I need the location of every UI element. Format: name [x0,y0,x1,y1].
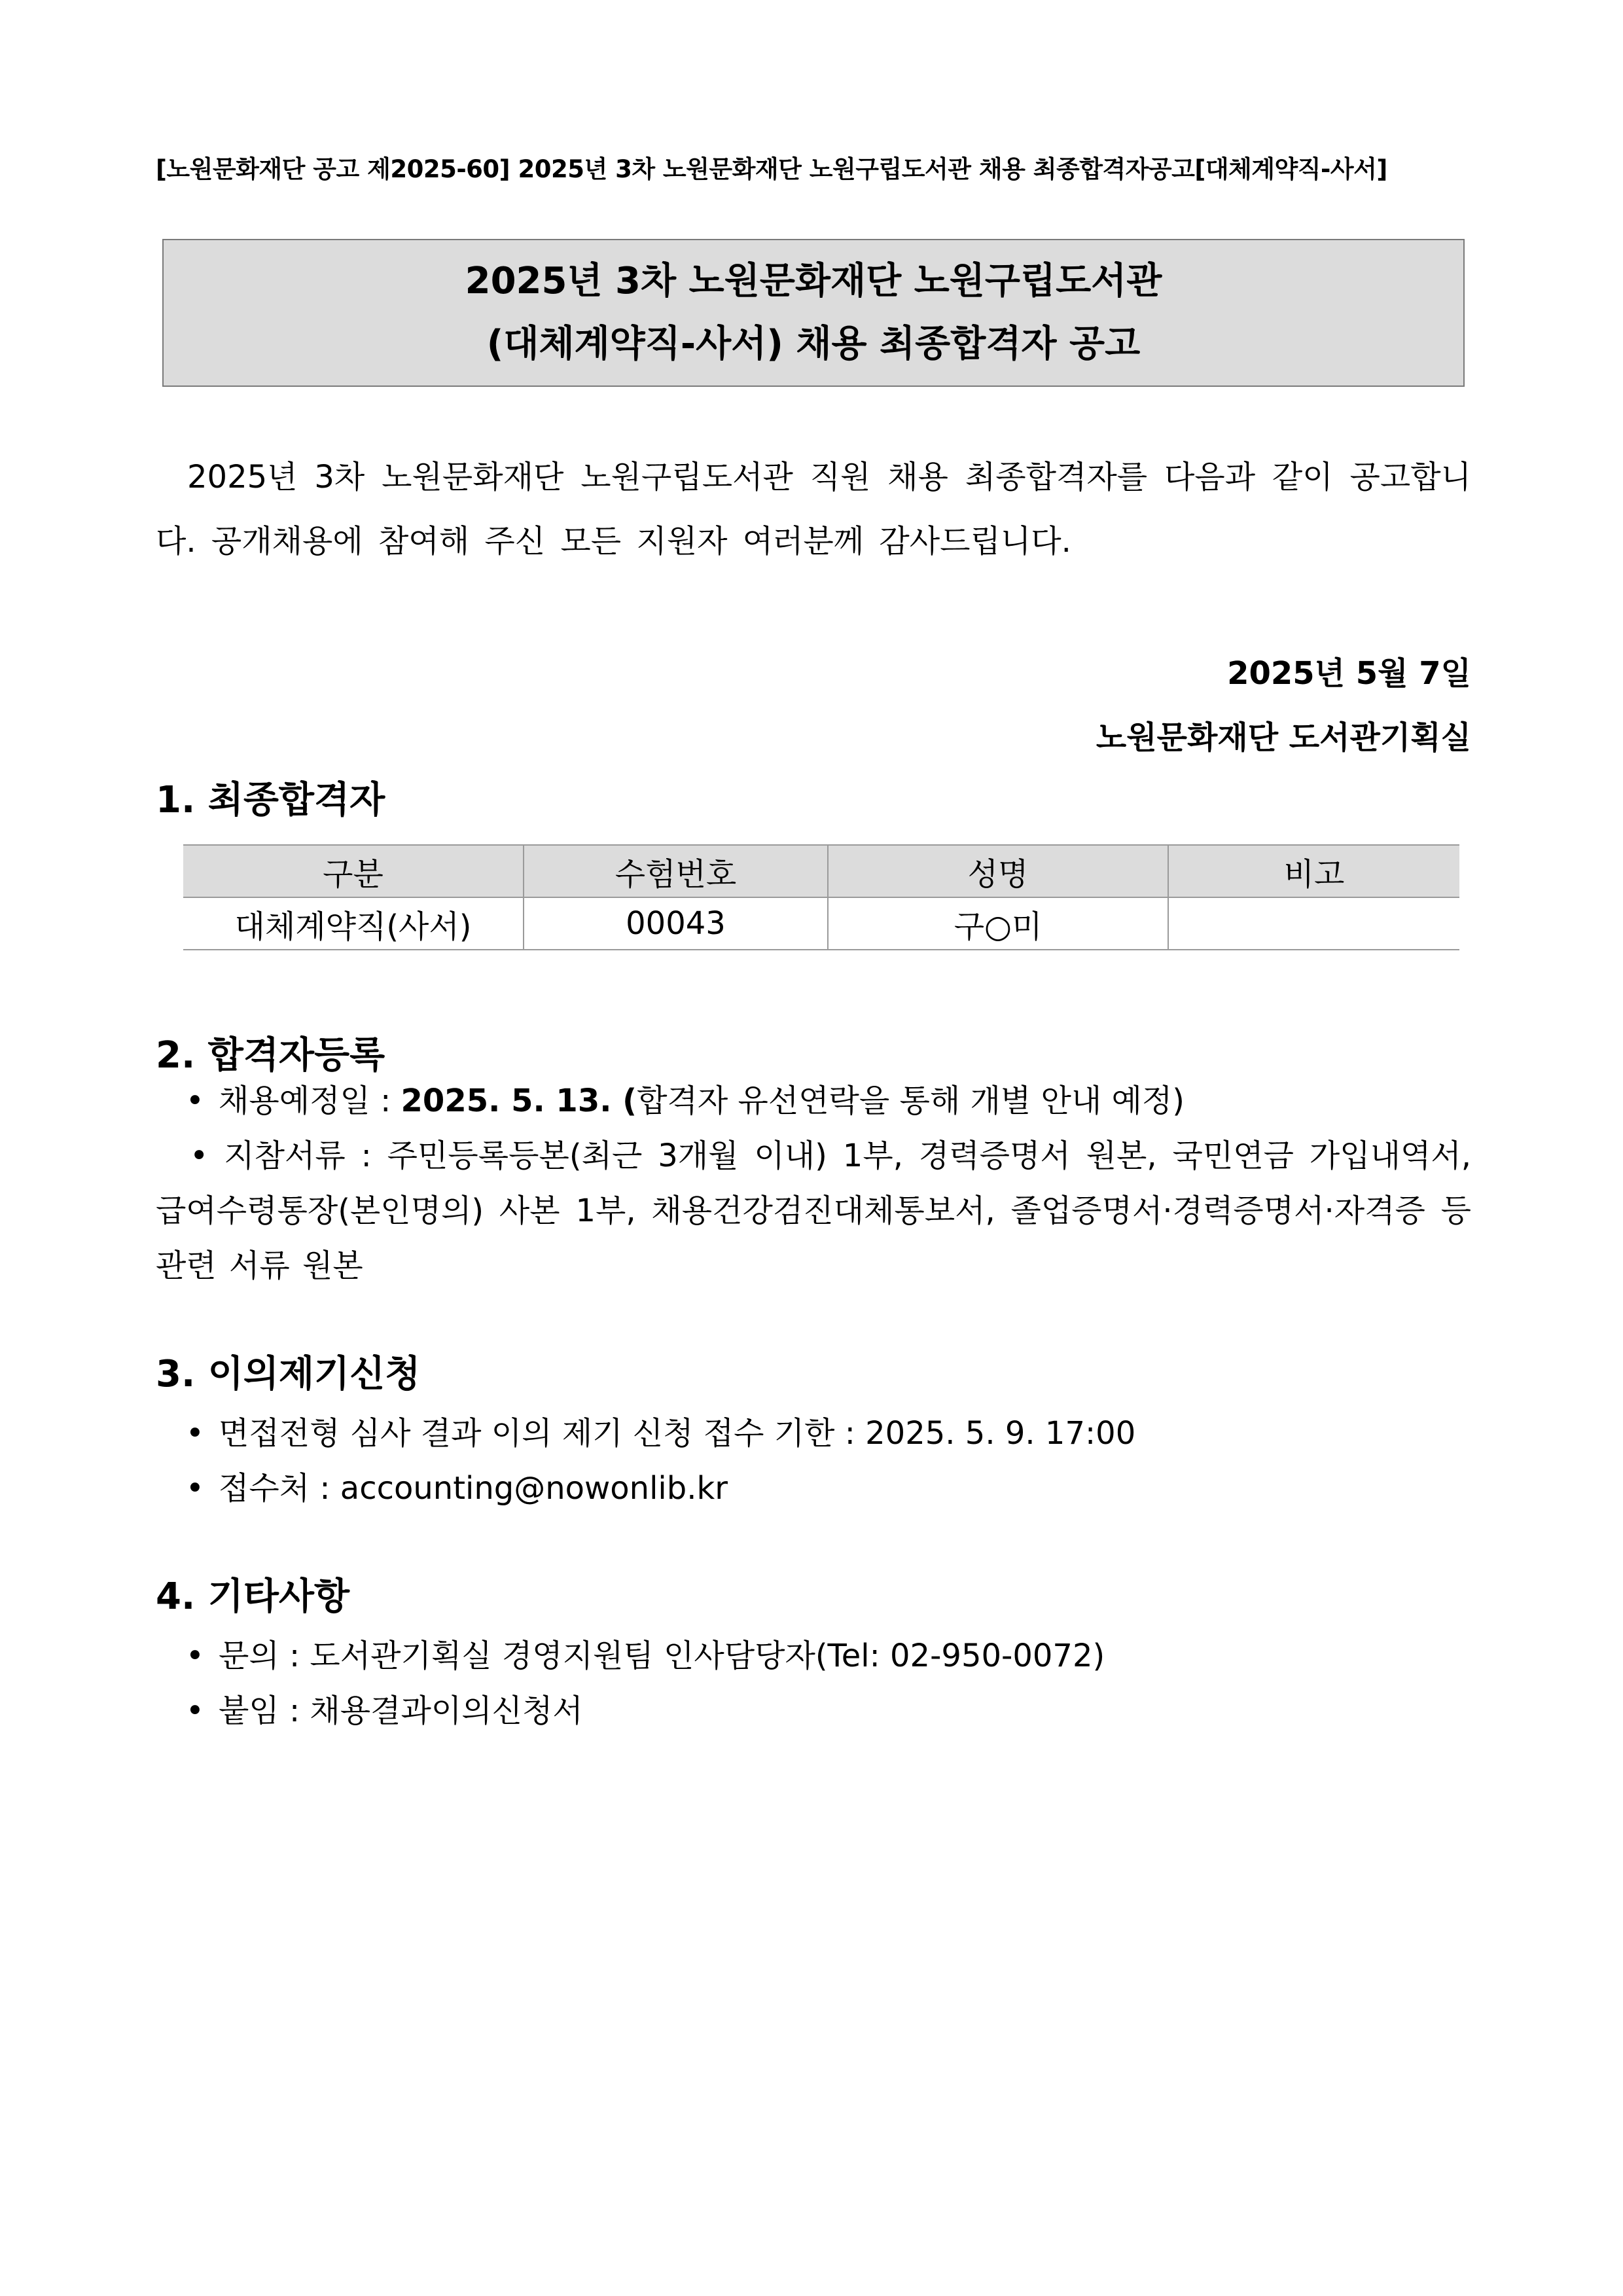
organization-name: 노원문화재단 도서관기획실 [1096,719,1471,756]
table-header-cell: 구분 [183,845,524,897]
start-date-note: 합격자 유선연락을 통해 개별 안내 예정) [637,1083,1185,1119]
notice-date: 2025년 5월 7일 [1227,655,1471,692]
bullet-icon: • [185,1693,204,1729]
title-line-1: 2025년 3차 노원문화재단 노원구립도서관 [465,260,1162,302]
title-box [162,239,1465,387]
documents-text: 지참서류 : 주민등록등본(최근 3개월 이내) 1부, 경력증명서 원본, 국민연금 가입내역서, 급여수령통장(본인명의) 사본 1부, 채용건강검진대체통보서, 졸업증명서·경력증명서·자격증 등 관련 서류 원본 [156,1138,1471,1284]
final-candidates-table [183,844,1459,950]
list-item [156,1406,1471,1461]
list-item [156,1073,1471,1128]
section-4-list [156,1628,1471,1738]
table-header-cell: 비고 [1168,845,1459,897]
section-1-title: 1. 최종합격자 [156,779,385,821]
objection-deadline-text: 면접전형 심사 결과 이의 제기 신청 접수 기한 : 2025. 5. 9. 17:00 [219,1415,1136,1452]
table-header-row [183,845,1459,897]
bullet-icon: • [185,1638,204,1674]
section-2-list [156,1073,1471,1293]
attachment-text: 붙임 : 채용결과이의신청서 [219,1693,583,1729]
table-row [183,897,1459,950]
bullet-icon: • [185,1415,204,1452]
table-cell-exam-number: 00043 [524,897,828,950]
section-2-title: 2. 합격자등록 [156,1034,385,1077]
inquiry-text: 문의 : 도서관기획실 경영지원팀 인사담당자(Tel: 02-950-0072) [219,1638,1105,1674]
bullet-icon: • [190,1138,209,1174]
title-line-2: (대체계약직-사서) 채용 최종합격자 공고 [486,323,1141,365]
section-3-title: 3. 이의제기신청 [156,1353,421,1395]
section-4-title: 4. 기타사항 [156,1575,350,1618]
intro-paragraph [156,445,1471,573]
bullet-icon: • [185,1083,204,1119]
list-item [156,1128,1471,1293]
bullet-icon: • [185,1470,204,1507]
intro-text: 2025년 3차 노원문화재단 노원구립도서관 직원 채용 최종합격자를 다음과 같이 공고합니다. 공개채용에 참여해 주신 모든 지원자 여러분께 감사드립니다. [156,459,1471,560]
list-item [156,1628,1471,1683]
list-item [156,1683,1471,1738]
table-cell-name: 구○미 [828,897,1168,950]
table-header-cell: 수험번호 [524,845,828,897]
objection-contact-text: 접수처 : accounting@nowonlib.kr [219,1470,728,1507]
notice-header: [노원문화재단 공고 제2025-60] 2025년 3차 노원문화재단 노원구립도서관 채용 최종합격자공고[대체계약직-사서] [156,155,1387,183]
section-3-list [156,1406,1471,1516]
list-item [156,1461,1471,1516]
table-cell-category: 대체계약직(사서) [183,897,524,950]
start-date-label: 채용예정일 : [219,1083,401,1119]
start-date-value: 2025. 5. 13. ( [401,1083,637,1119]
table-header-cell: 성명 [828,845,1168,897]
table-cell-remarks [1168,897,1459,950]
